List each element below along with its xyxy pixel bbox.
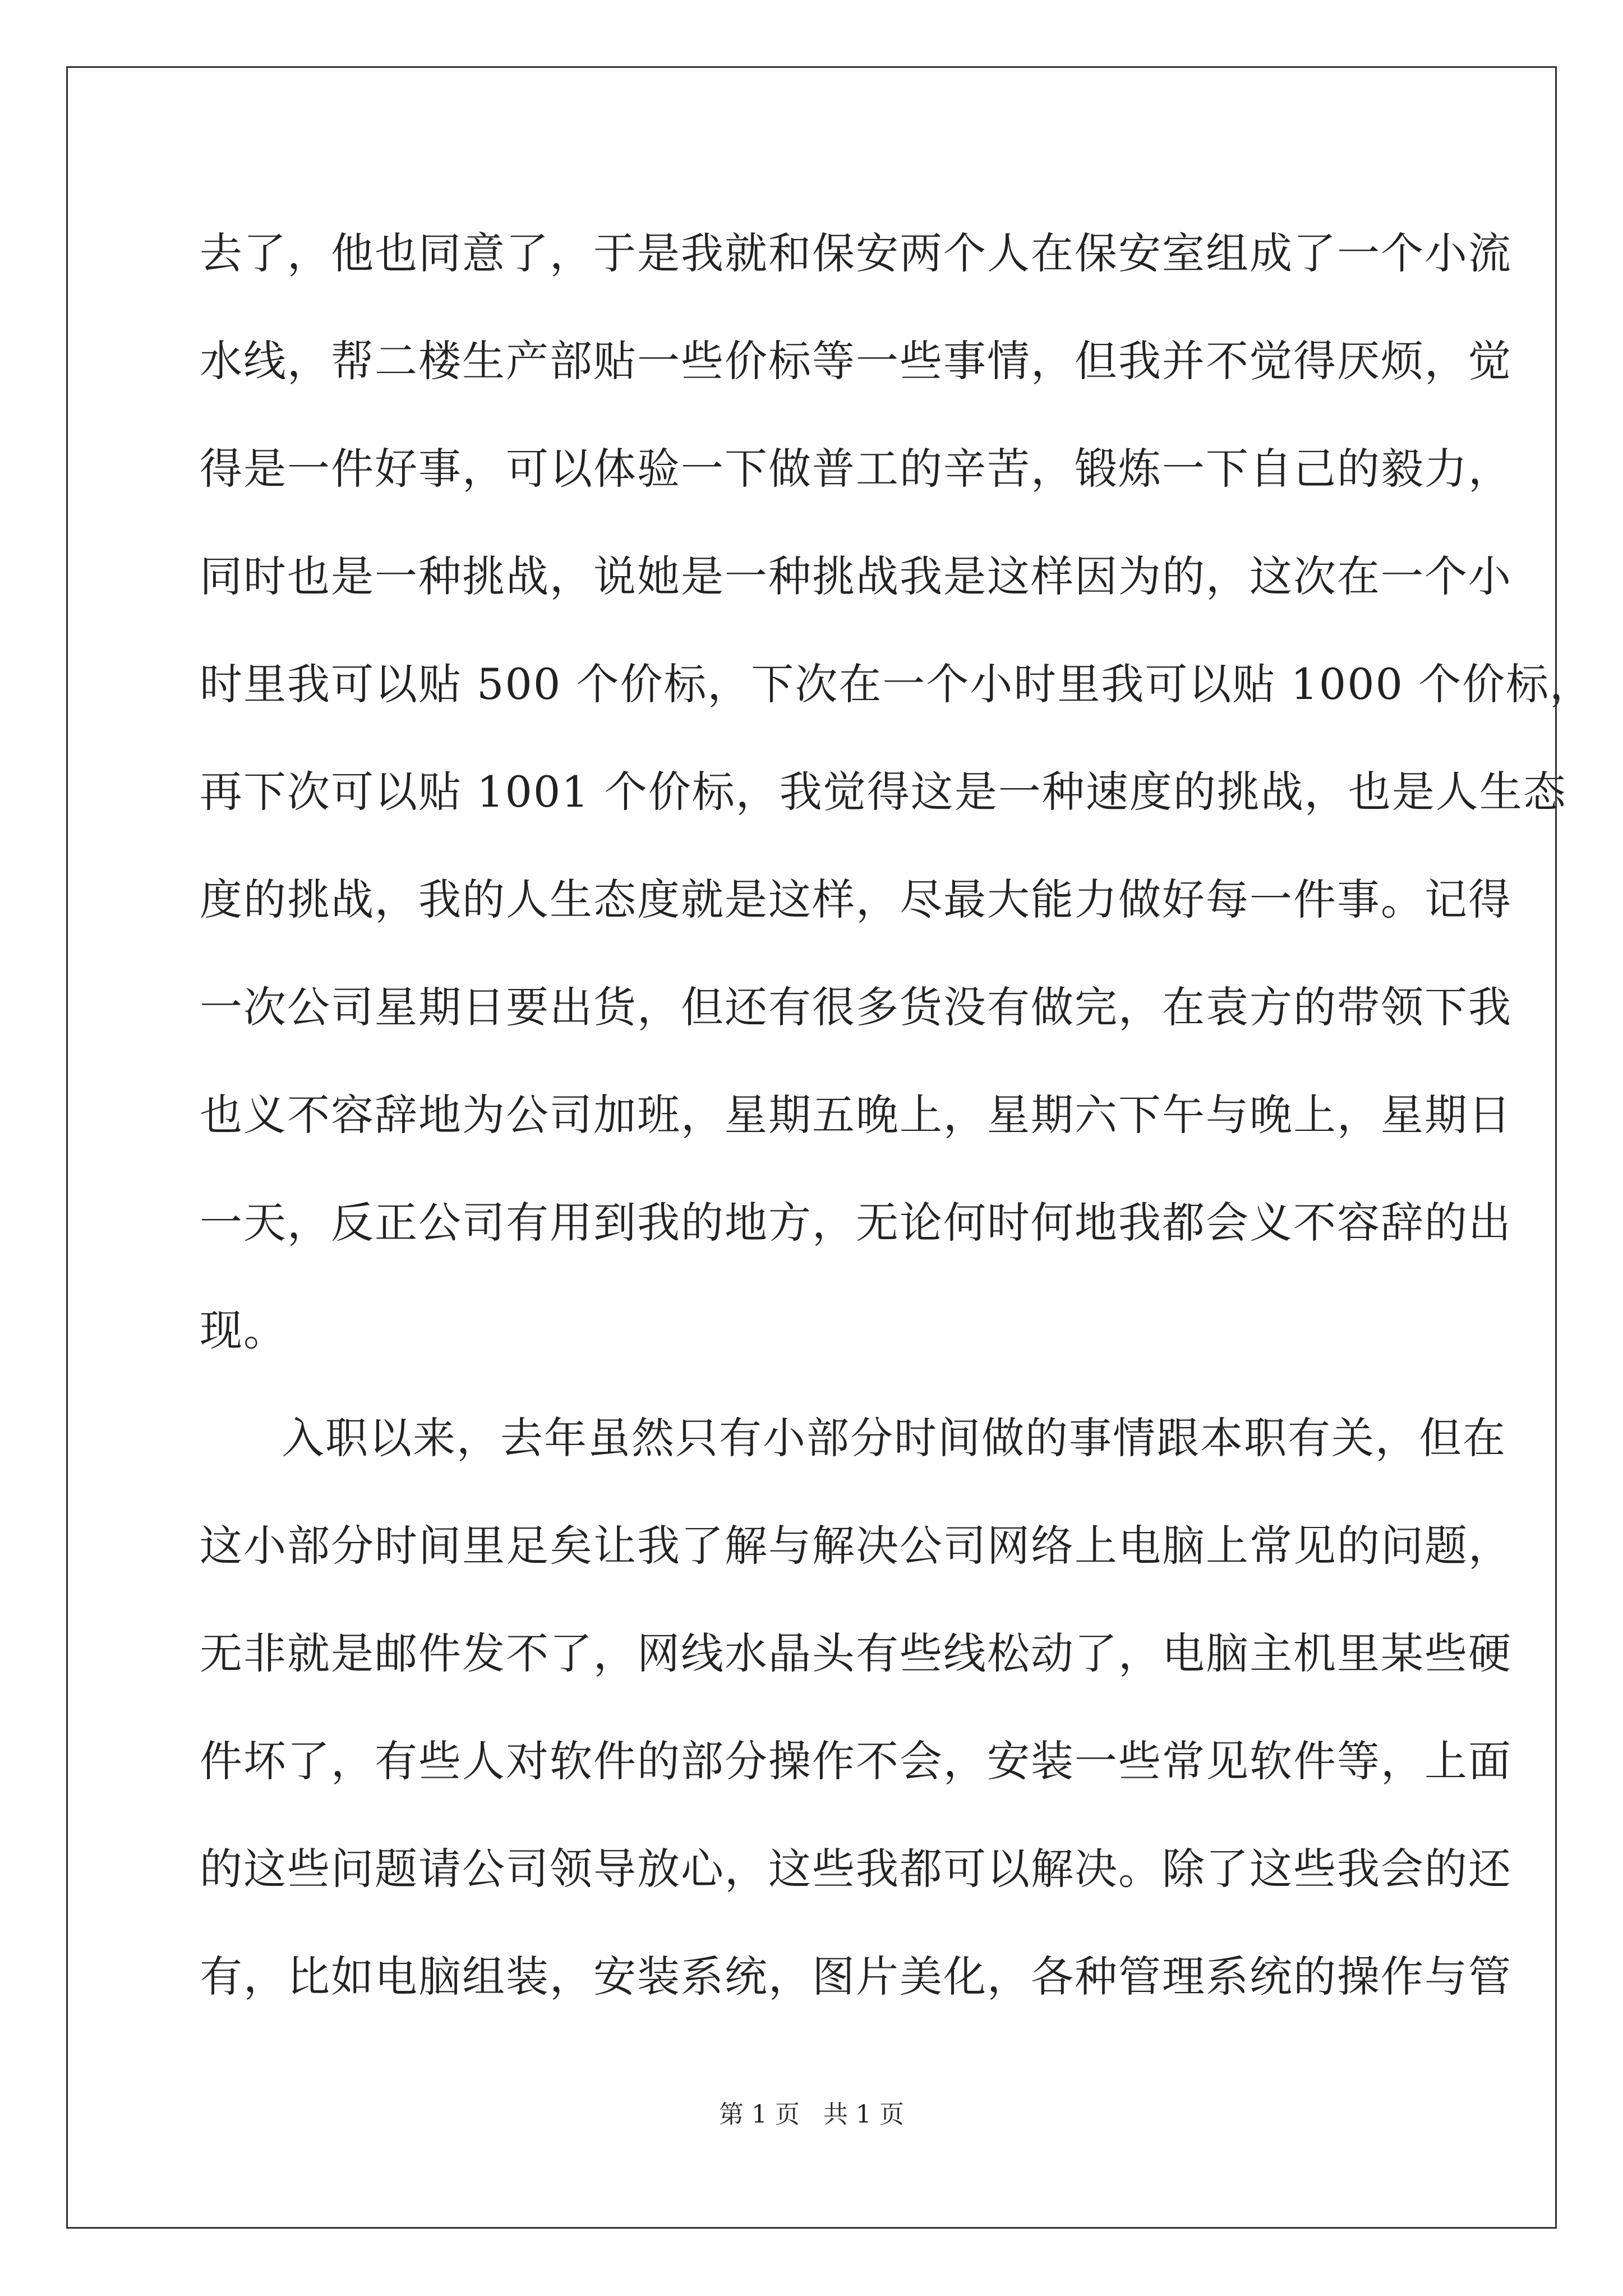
text-line: 再下次可以贴 1001 个价标，我觉得这是一种速度的挑战，也是人生态 (200, 767, 1567, 817)
text-line: 时里我可以贴 500 个价标，下次在一个小时里我可以贴 1000 个价标， (200, 659, 1594, 709)
text-line: 同时也是一种挑战，说她是一种挑战我是这样因为的，这次在一个小 (200, 551, 1512, 601)
text-line: 一天，反正公司有用到我的地方，无论何时何地我都会义不容辞的出 (200, 1198, 1512, 1248)
text-line: 也义不容辞地为公司加班，星期五晚上，星期六下午与晚上，星期日 (200, 1090, 1512, 1140)
text-line: 得是一件好事，可以体验一下做普工的辛苦，锻炼一下自己的毅力， (200, 444, 1512, 494)
text-line: 这小部分时间里足矣让我了解与解决公司网络上电脑上常见的问题， (200, 1521, 1512, 1571)
text-line: 水线，帮二楼生产部贴一些价标等一些事情，但我并不觉得厌烦，觉 (200, 336, 1512, 386)
text-line: 有，比如电脑组装，安装系统，图片美化，各种管理系统的操作与管 (200, 1952, 1512, 2001)
text-line: 度的挑战，我的人生态度就是这样，尽最大能力做好每一件事。记得 (200, 875, 1512, 924)
text-line: 一次公司星期日要出货，但还有很多货没有做完，在袁方的带领下我 (200, 982, 1512, 1032)
text-line: 现。 (200, 1305, 287, 1355)
text-line: 件坏了，有些人对软件的部分操作不会，安装一些常见软件等，上面 (200, 1736, 1512, 1786)
text-line: 无非就是邮件发不了，网线水晶头有些线松动了，电脑主机里某些硬 (200, 1628, 1512, 1678)
text-line: 的这些问题请公司领导放心，这些我都可以解决。除了这些我会的还 (200, 1844, 1512, 1894)
paragraph-first-line: 入职以来，去年虽然只有小部分时间做的事情跟本职有关，但在 (282, 1413, 1506, 1463)
text-line: 去了，他也同意了，于是我就和保安两个人在保安室组成了一个小流 (200, 228, 1512, 278)
page-footer: 第 1 页 共 1 页 (719, 2100, 904, 2129)
